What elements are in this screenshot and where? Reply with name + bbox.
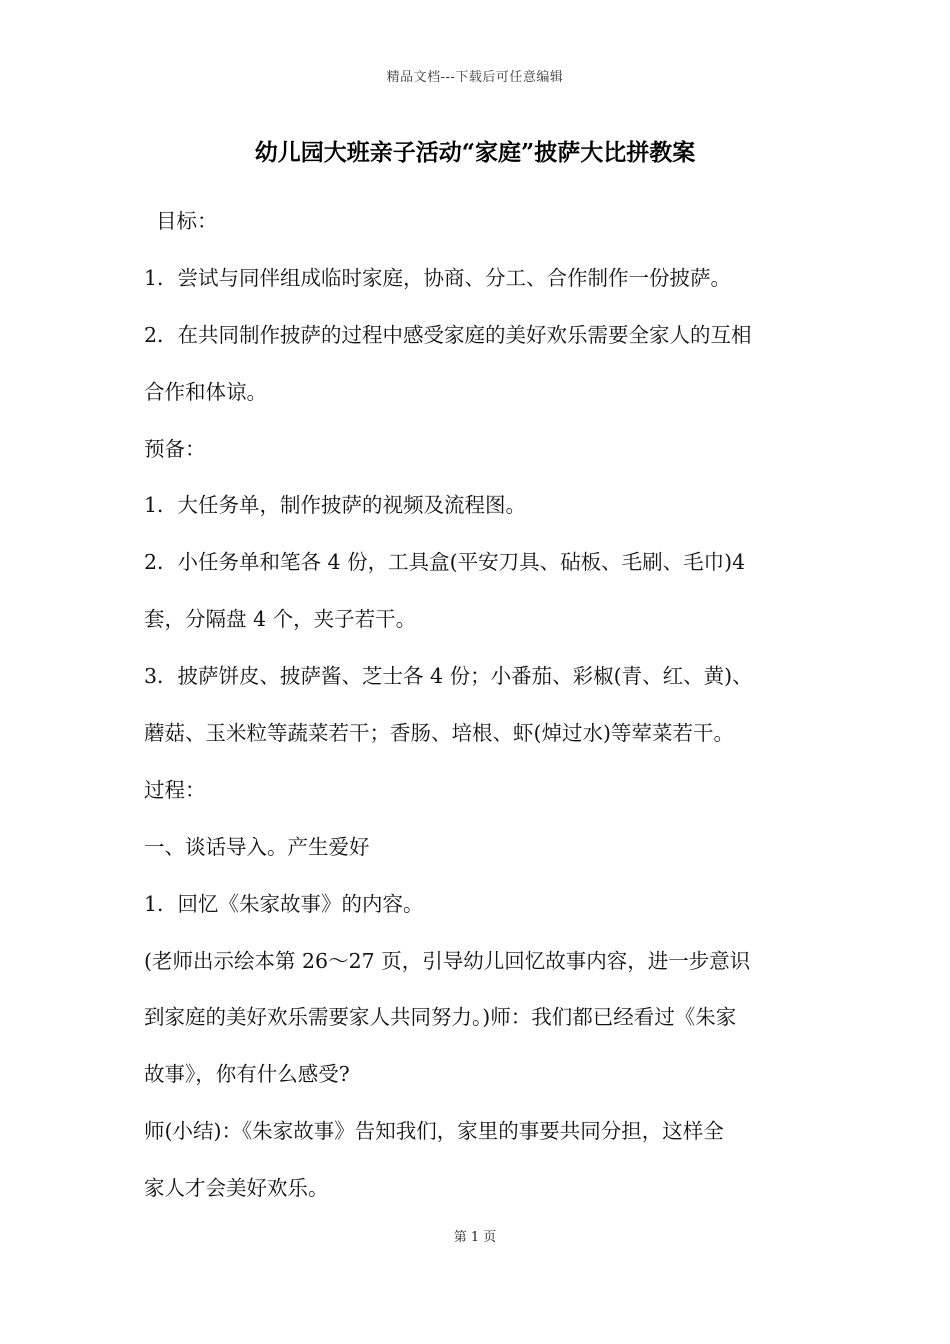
document-body bbox=[144, 198, 812, 1222]
paragraph-line: 1．尝试与同伴组成临时家庭，协商、分工、合作制作一份披萨。 bbox=[144, 265, 732, 290]
section-heading-preparation: 预备： bbox=[144, 436, 206, 461]
paragraph-line: 师(小结)：《朱家故事》告知我们，家里的事要共同分担，这样全 bbox=[144, 1119, 724, 1144]
header-note: 精品文档---下载后可任意编辑 bbox=[386, 70, 564, 85]
section-heading-goals: 目标： bbox=[156, 209, 218, 233]
subsection-heading: 一、谈话导入。产生爱好 bbox=[144, 834, 370, 859]
paragraph-line: 家人才会美好欢乐。 bbox=[144, 1176, 329, 1201]
paragraph-line: 2．小任务单和笔各 4 份，工具盒(平安刀具、砧板、毛刷、毛巾)4 bbox=[144, 550, 746, 575]
paragraph-line: 蘑菇、玉米粒等蔬菜若干；香肠、培根、虾(焯过水)等荤菜若干。 bbox=[144, 721, 734, 746]
paragraph-line: 套，分隔盘 4 个，夹子若干。 bbox=[144, 607, 417, 632]
paragraph-line: 3．披萨饼皮、披萨酱、芝士各 4 份；小番茄、彩椒(青、红、黄)、 bbox=[144, 664, 753, 689]
paragraph-line: (老师出示绘本第 26～27 页，引导幼儿回忆故事内容，进一步意识 bbox=[144, 948, 751, 973]
paragraph-line: 合作和体谅。 bbox=[144, 379, 267, 404]
page-number: 第 1 页 bbox=[453, 1230, 497, 1245]
paragraph-line: 1．回忆《朱家故事》的内容。 bbox=[144, 891, 424, 916]
paragraph-line: 到家庭的美好欢乐需要家人共同努力。)师：我们都已经看过《朱家 bbox=[144, 1005, 737, 1030]
paragraph-line: 故事》，你有什么感受? bbox=[144, 1062, 350, 1087]
paragraph-line: 2．在共同制作披萨的过程中感受家庭的美好欢乐需要全家人的互相 bbox=[144, 322, 752, 347]
document-title: 幼儿园大班亲子活动“家庭”披萨大比拼教案 bbox=[254, 139, 696, 166]
section-heading-process: 过程： bbox=[144, 777, 206, 802]
paragraph-line: 1．大任务单，制作披萨的视频及流程图。 bbox=[144, 493, 527, 518]
